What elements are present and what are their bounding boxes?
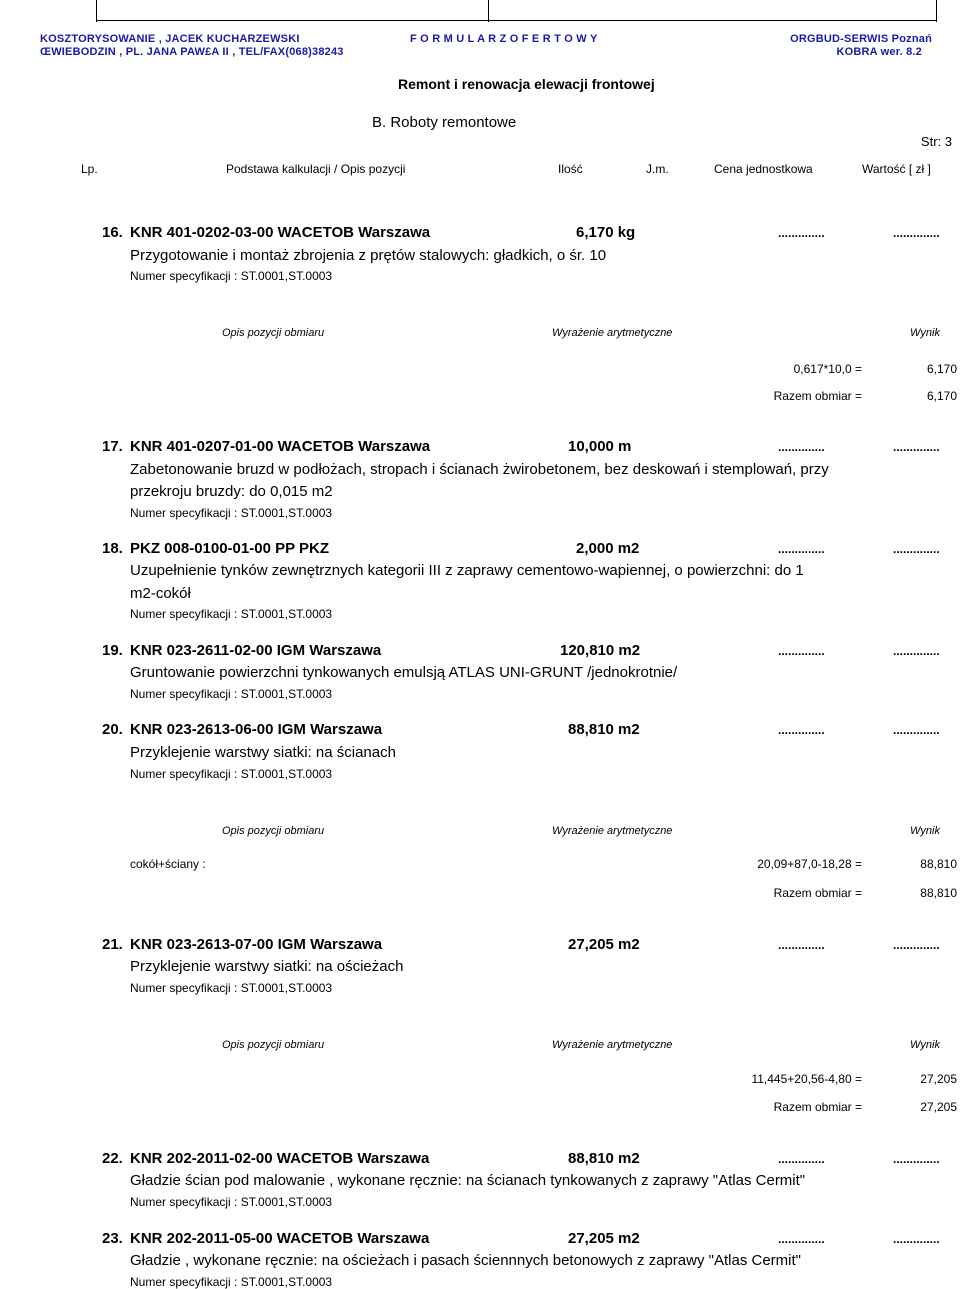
spec-number: Numer specyfikacji : ST.0001,ST.0003 [130,506,333,520]
measure-header-expression: Wyrażenie arytmetyczne [552,327,673,339]
header-tick [936,0,937,22]
unit-price-placeholder: .............. [778,1232,825,1246]
measure-total-label: Razem obmiar = [773,389,862,403]
measure-result: 6,170 [926,362,957,376]
measure-result: 88,810 [920,857,957,871]
measure-header-expression: Wyrażenie arytmetyczne [552,825,673,837]
unit-price-placeholder: .............. [778,644,825,658]
spec-number: Numer specyfikacji : ST.0001,ST.0003 [130,269,333,283]
measure-header-description: Opis pozycji obmiaru [222,1039,325,1051]
header-tick [96,0,97,22]
measure-expression: 20,09+87,0-18,28 = [757,857,862,871]
spec-number: Numer specyfikacji : ST.0001,ST.0003 [130,1195,333,1209]
value-placeholder: .............. [893,1232,940,1246]
item-number: 20. [102,721,123,738]
item-quantity: 88,810 m2 [568,721,640,738]
item-description: Gładzie , wykonane ręcznie: na ościeżach i pasach ściennnych betonowych z zaprawy "Atlas Cermit" [130,1252,801,1269]
measure-expression: 11,445+20,56-4,80 = [751,1072,862,1086]
measure-header-description: Opis pozycji obmiaru [222,327,325,339]
item-code: KNR 023-2613-07-00 IGM Warszawa [130,936,383,953]
value-placeholder: .............. [893,542,940,556]
header-tick [488,0,489,22]
unit-price-placeholder: .............. [778,938,825,952]
spec-number: Numer specyfikacji : ST.0001,ST.0003 [130,687,333,701]
measure-total-label: Razem obmiar = [773,886,862,900]
software-version: KOBRA wer. 8.2 [836,46,922,58]
item-number: 19. [102,642,123,659]
value-placeholder: .............. [893,440,940,454]
measure-header-result: Wynik [910,327,940,339]
header-rule [96,20,936,21]
item-quantity: 27,205 m2 [568,1230,640,1247]
value-placeholder: .............. [893,644,940,658]
item-code: KNR 023-2611-02-00 IGM Warszawa [130,642,382,659]
column-value: Wartość [ zł ] [862,162,931,176]
item-quantity: 27,205 m2 [568,936,640,953]
item-description-cont: przekroju bruzdy: do 0,015 m2 [130,483,333,500]
column-unit-price: Cena jednostkowa [714,162,813,176]
measure-header-expression: Wyrażenie arytmetyczne [552,1039,673,1051]
document-title: Remont i renowacja elewacji frontowej [398,76,655,92]
item-code: KNR 401-0207-01-00 WACETOB Warszawa [130,438,431,455]
item-number: 22. [102,1150,123,1167]
column-qty: Ilość [558,162,583,176]
item-description: Uzupełnienie tynków zewnętrznych kategorii III z zaprawy cementowo-wapiennej, o powierzchni: do 1 [130,562,804,579]
page-number: Str: 3 [920,134,952,149]
item-number: 17. [102,438,123,455]
value-placeholder: .............. [893,1152,940,1166]
item-code: KNR 202-2011-05-00 WACETOB Warszawa [130,1230,430,1247]
item-quantity: 88,810 m2 [568,1150,640,1167]
item-description: Przygotowanie i montaż zbrojenia z prętów stalowych: gładkich, o śr. 10 [130,247,607,264]
unit-price-placeholder: .............. [778,440,825,454]
item-code: KNR 023-2613-06-00 IGM Warszawa [130,721,383,738]
column-lp: Lp. [81,162,98,176]
item-number: 18. [102,540,123,557]
measure-result: 27,205 [920,1072,957,1086]
item-code: KNR 202-2011-02-00 WACETOB Warszawa [130,1150,430,1167]
column-basis: Podstawa kalkulacji / Opis pozycji [226,162,406,176]
company-name: KOSZTORYSOWANIE , JACEK KUCHARZEWSKI [40,33,300,45]
item-number: 16. [102,224,123,241]
measure-label: cokół+ściany : [130,857,206,871]
spec-number: Numer specyfikacji : ST.0001,ST.0003 [130,1275,333,1289]
unit-price-placeholder: .............. [778,723,825,737]
measure-header-result: Wynik [910,825,940,837]
measure-header-description: Opis pozycji obmiaru [222,825,325,837]
measure-total: 27,205 [920,1100,957,1114]
spec-number: Numer specyfikacji : ST.0001,ST.0003 [130,981,333,995]
section-title: B. Roboty remontowe [372,114,517,131]
item-quantity: 120,810 m2 [560,642,641,659]
value-placeholder: .............. [893,938,940,952]
item-number: 23. [102,1230,123,1247]
measure-header-result: Wynik [910,1039,940,1051]
unit-price-placeholder: .............. [778,226,825,240]
unit-price-placeholder: .............. [778,542,825,556]
spec-number: Numer specyfikacji : ST.0001,ST.0003 [130,767,333,781]
item-description: Przyklejenie warstwy siatki: na ościeżach [130,958,404,975]
item-number: 21. [102,936,123,953]
form-title: F O R M U L A R Z O F E R T O W Y [410,33,598,45]
item-quantity: 2,000 m2 [576,540,640,557]
software-name: ORGBUD-SERWIS Poznań [790,33,932,45]
measure-total: 6,170 [926,389,957,403]
item-description: Gruntowanie powierzchni tynkowanych emulsją ATLAS UNI-GRUNT /jednokrotnie/ [130,664,678,681]
unit-price-placeholder: .............. [778,1152,825,1166]
item-quantity: 10,000 m [568,438,632,455]
item-quantity: 6,170 kg [576,224,636,241]
item-description: Gładzie ścian pod malowanie , wykonane ręcznie: na ścianach tynkowanych z zaprawy "Atlas Cermit" [130,1172,806,1189]
measure-expression: 0,617*10,0 = [793,362,862,376]
company-address: ŒWIEBODZIN , PL. JANA PAW£A II , TEL/FAX(068)38243 [40,46,344,58]
column-unit: J.m. [646,162,669,176]
measure-total: 88,810 [920,886,957,900]
item-description-cont: m2-cokół [130,585,191,602]
spec-number: Numer specyfikacji : ST.0001,ST.0003 [130,607,333,621]
item-description: Zabetonowanie bruzd w podłożach, stropach i ścianach żwirobetonem, bez deskowań i stemplowań, przy [130,461,829,478]
item-description: Przyklejenie warstwy siatki: na ścianach [130,744,396,761]
item-code: KNR 401-0202-03-00 WACETOB Warszawa [130,224,431,241]
item-code: PKZ 008-0100-01-00 PP PKZ [130,540,329,557]
value-placeholder: .............. [893,226,940,240]
value-placeholder: .............. [893,723,940,737]
measure-total-label: Razem obmiar = [773,1100,862,1114]
